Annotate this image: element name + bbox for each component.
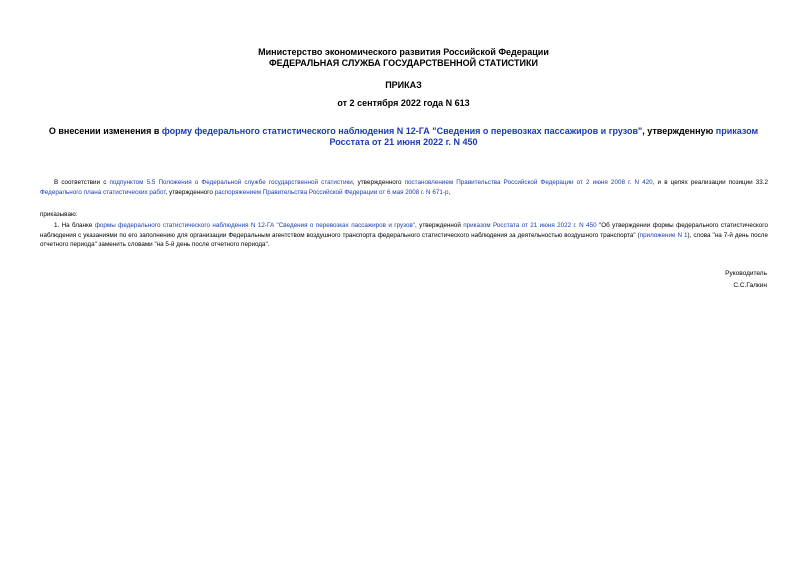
title-text-1: О внесении изменения в [48, 126, 162, 136]
para1-link-resolution[interactable]: постановлением Правительства Российской Федерации от 2 июня 2008 г. N 420 [404, 179, 653, 186]
paragraph-basis [40, 178, 768, 197]
para1-text-2: , утвержденного [352, 179, 405, 186]
document-title [40, 126, 767, 148]
para3-text-3: "Об утверждении формы федерального статистического наблюдения с указаниями по его заполнению для организации Федеральным агентством воздушного транспорта федерального статистического наблюдения за деятельностью воздушного транспорта" ( [40, 222, 768, 239]
paragraph-item-1 [40, 221, 768, 250]
order-date: от 2 сентября 2022 года N 613 [337, 98, 470, 108]
title-link-order[interactable]: приказом Росстата от 21 июня 2022 г. N 450 [329, 126, 759, 147]
signature-role: Руководитель [725, 270, 767, 277]
order-heading: ПРИКАЗ [385, 80, 422, 90]
para3-link-appendix[interactable]: приложение N 1 [639, 231, 688, 239]
para3-text-2: , утвержденной [415, 222, 464, 229]
para1-text-1: В соответствии с [54, 179, 110, 186]
title-text-2: , утвержденную [642, 126, 716, 136]
service-name: ФЕДЕРАЛЬНАЯ СЛУЖБА ГОСУДАРСТВЕННОЙ СТАТИСТИКИ [269, 58, 538, 68]
para1-link-subitem[interactable]: подпунктом 5.5 Положения о Федеральной службе государственной статистики [109, 179, 353, 186]
para3-link-order[interactable]: приказом Росстата от 21 июня 2022 г. N 450 [463, 222, 597, 229]
para1-link-decree[interactable]: распоряжением Правительства Российской Федерации от 6 мая 2008 г. N 671-р [214, 188, 449, 196]
para1-link-plan[interactable]: Федерального плана статистических работ [40, 188, 166, 196]
para1-text-5: , [448, 188, 451, 196]
para1-text-4: , утвержденного [165, 188, 215, 196]
title-link-form[interactable]: форму федерального статистического наблюдения N 12-ГА "Сведения о перевозках пассажиров и грузов" [161, 126, 643, 136]
ministry-name: Министерство экономического развития Российской Федерации [258, 47, 549, 57]
para3-link-form[interactable]: формы федерального статистического наблюдения N 12-ГА "Сведения о перевозках пассажиров и грузов" [94, 222, 416, 229]
para3-text-1: 1. На бланке [54, 222, 95, 229]
para3-text-4: ), слова "на 7-й день после отчетного периода" заменить словами "на 5-й день после отчетного периода". [40, 231, 768, 248]
para1-text-3: , и в целях реализации позиции 33.2 [652, 179, 769, 186]
signature-name: С.С.Галкин [733, 282, 767, 289]
paragraph-order-word: приказываю: [40, 211, 78, 218]
